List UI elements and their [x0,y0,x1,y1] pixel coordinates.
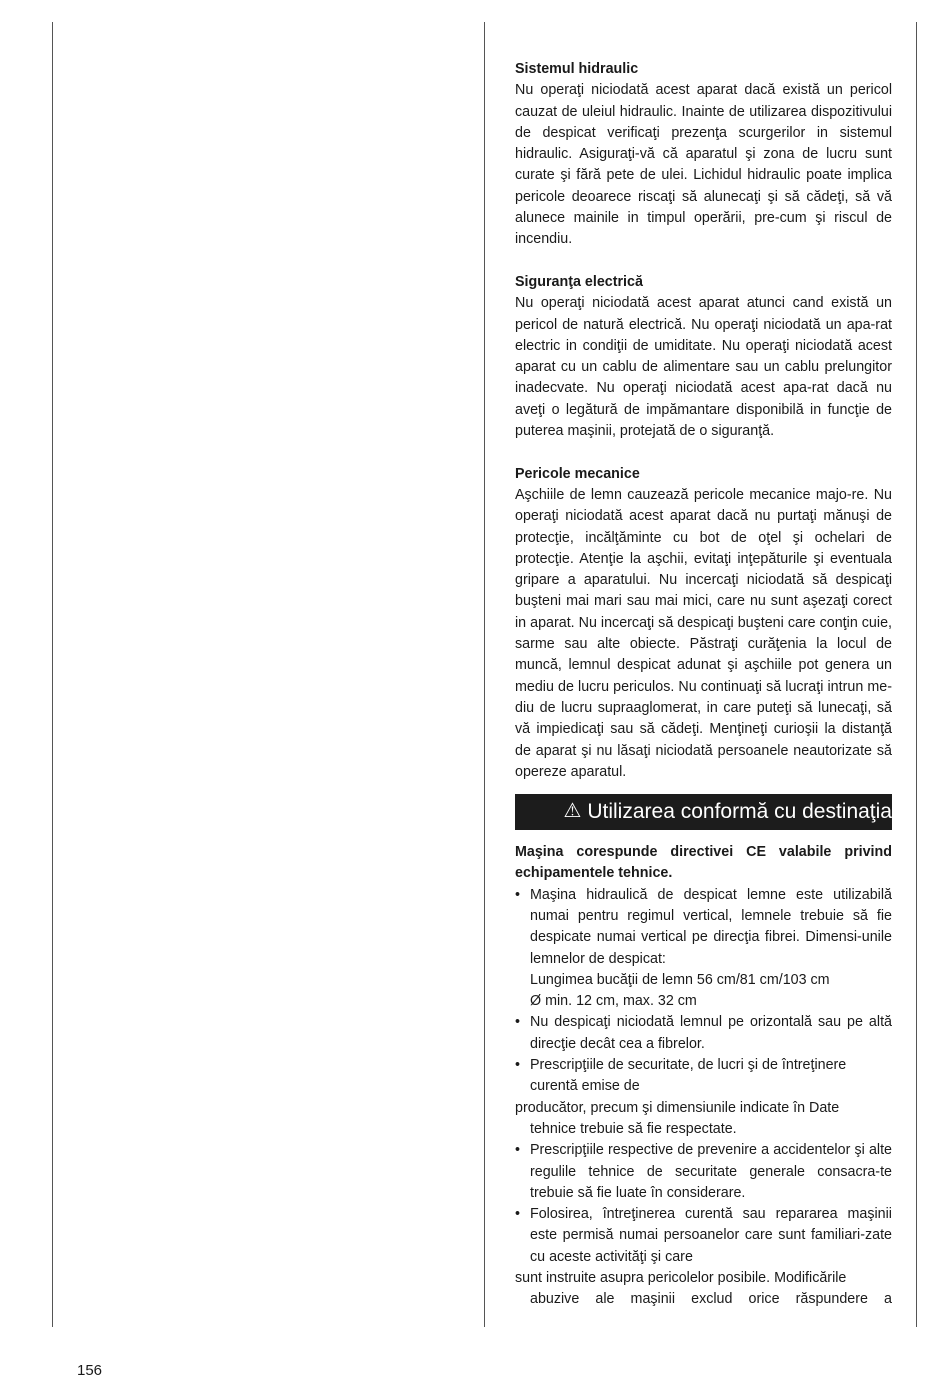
warning-triangle-icon: ⚠ [563,800,582,823]
list-item [515,1055,892,1098]
left-border-rule [52,22,53,1327]
bullet-mark: • [515,886,521,903]
bullet-mark: • [515,1057,521,1074]
intro-statement: Maşina corespunde directivei CE valabile privind echipamentele tehnice. [515,844,892,882]
right-text-column [515,59,892,1311]
bullet-continuation-line: abuzive ale maşinii exclud orice răspundere a [530,1291,892,1308]
section-banner [515,794,892,830]
bullet-text: Prescripţiile de securitate, de lucri şi de întreţinere curentă emise de [530,1057,847,1095]
bullet-continuation-line: sunt instruite asupra pericolelor posibile. Modificările [515,1270,847,1287]
bullet-continuation-line: tehnice trebuie să fie respectate. [530,1120,737,1137]
center-border-rule [484,22,485,1327]
bullet-text: Nu despicaţi niciodată lemnul pe orizontală sau pe altă direcţie decât cea a fibrelor. [530,1014,892,1052]
page-number: 156 [77,1362,103,1379]
section-body-electrical: Nu operaţi niciodată acest aparat atunci cand există un pericol de natură electrică. Nu operaţi niciodată un apa-rat electric in condiţii de umiditate. Nu operaţi niciodată acest aparat cu un cablu de alimentare sau un cablu prelungitor inadecvate. Nu operaţi niciodată acest apa-rat dacă nu aveţi o legătură de impămantare disponibilă in funcţie de puterea maşinii, protejată de o siguranţă. [515,295,892,440]
bullet-text: Maşina hidraulică de despicat lemne este utilizabilă numai pentru regimul vertical, lemnele trebuie să fie despicate numai vertical pe direcţia fibrei. Dimensi-unile lemnelor de despicat: [530,886,892,967]
bullet-text: Prescripţiile respective de prevenire a accidentelor şi alte regulile tehnice de securitate generale consacra-te trebuie să fie luate în considerare. [530,1142,892,1201]
banner-title: Utilizarea conformă cu destinaţia [587,800,892,824]
list-item [515,885,892,1013]
list-item [515,1204,892,1268]
bullet-text: Folosirea, întreţinerea curentă sau repararea maşinii este permisă numai persoanelor care sunt familiari-zate cu aceste activităţi şi care [530,1206,892,1265]
list-item [515,1012,892,1055]
list-item [515,1140,892,1204]
wood-length-spec: Lungimea bucăţii de lemn 56 cm/81 cm/103 cm [530,971,830,988]
bullet-mark: • [515,1142,521,1159]
bullet-continuation-line: producător, precum şi dimensiunile indicate în Date [515,1099,840,1116]
section-heading-mechanical: Pericole mecanice [515,465,640,482]
right-border-rule [916,22,917,1327]
wood-diameter-spec: Ø min. 12 cm, max. 32 cm [530,993,697,1010]
section-heading-electrical: Siguranţa electrică [515,273,643,290]
section-body-hydraulic: Nu operaţi niciodată acest aparat dacă există un pericol cauzat de uleiul hidraulic. Inainte de utilizarea dispozitivului de despicat verificaţi prezenţa scurgerilor in sistemul hidraulic. Asiguraţi-vă că aparatul şi zona de lucru sunt curate şi fără pete de ulei. Lichidul hidraulic poate implica pericole deoarece riscaţi să alunecaţi şi să cădeţi, să vă alunece mainile in timpul operării, pre-cum şi riscul de incendiu. [515,82,892,248]
bullet-mark: • [515,1206,521,1223]
bullet-mark: • [515,1014,521,1031]
section-heading-hydraulic: Sistemul hidraulic [515,61,639,77]
section-body-mechanical: Aşchiile de lemn cauzează pericole mecanice majo-re. Nu operaţi niciodată acest aparat dacă nu purtaţi mănuşi de protecţie, incălţăminte cu bot de oţel şi ochelari de protecţie. Atenţie la aşchii, evitaţi inţepăturile şi eventuala gripare a aparatului. Nu incercaţi niciodată să despicaţi buşteni mai mari sau mai mici, care nu sunt aşezaţi corect in aparat. Nu incercaţi să despicaţi buşteni care conţin cuie, sarme sau alte obiecte. Păstraţi curăţenia la locul de muncă, lemnul despicat adunat şi aşchiile pot genera un mediu de lucru periculos. Nu continuaţi să lucraţi intrun me-diu de lucru supraaglomerat, in care puteţi să lunecaţi, să vă impiedicaţi sau să cădeţi. Menţineţi curioşii la distanţă de aparat şi nu lăsaţi niciodată persoanele neautorizate să opereze aparatul. [515,486,892,780]
